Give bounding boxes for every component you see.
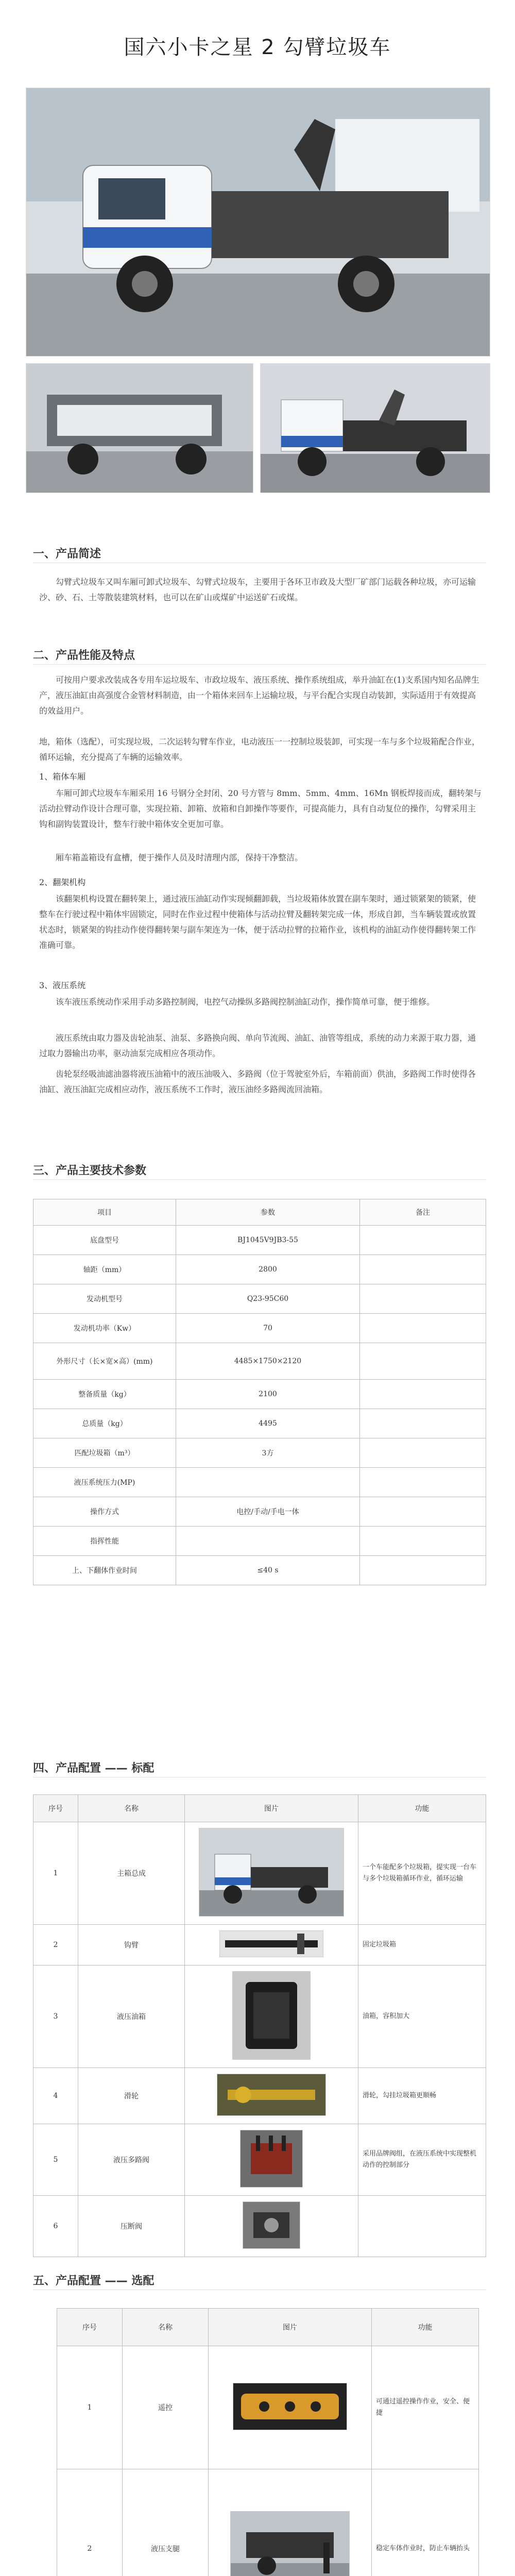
optional-config-table — [57, 2308, 479, 2576]
config-no: 2 — [33, 1925, 78, 1965]
config-name: 压断阀 — [78, 2196, 185, 2257]
truck-photo-rear — [26, 363, 253, 493]
table-row — [33, 1409, 486, 1438]
config-no: 3 — [33, 1965, 78, 2068]
spec-header-row — [33, 1199, 486, 1226]
hydraulic-tank-image — [232, 1971, 311, 2060]
config-function: 油箱，容积加大 — [358, 1965, 486, 2068]
config-name: 钩臂 — [78, 1925, 185, 1965]
spec-value: ≤40 s — [176, 1556, 360, 1585]
config-header: 功能 — [358, 1795, 486, 1822]
table-row — [33, 1314, 486, 1343]
spec-label: 匹配垃圾箱（m³） — [33, 1438, 176, 1468]
table-row — [57, 2346, 479, 2469]
feature-heading-body: 1、箱体车厢 — [39, 772, 86, 782]
spec-header: 参数 — [176, 1199, 360, 1226]
table-row — [33, 2124, 486, 2196]
config-name: 液压支腿 — [123, 2469, 209, 2576]
truck-photo-side — [260, 363, 490, 493]
config-no: 1 — [57, 2346, 123, 2469]
features-paragraph-2: 地，箱体（选配），可实现垃圾，二次运转勾臂车作业，电动液压一一控制垃圾装卸，可实现一车与多个垃圾箱配合作业，循环运输，充分提高了车辆的运输效率。 — [39, 737, 480, 762]
config-header-row — [33, 1795, 486, 1822]
table-row — [33, 1343, 486, 1380]
spec-note — [360, 1226, 486, 1255]
hydraulic-outrigger-image — [230, 2511, 350, 2576]
table-row — [33, 2196, 486, 2257]
page-title: 国六小卡之星 2 勾臂垃圾车 — [124, 36, 391, 59]
table-row — [33, 1527, 486, 1556]
intro-paragraph: 勾臂式垃圾车又叫车厢可卸式垃圾车、勾臂式垃圾车，主要用于各环卫市政及大型厂矿部门运载各种垃圾，亦可运输沙、砂、石、土等散装建筑材料，也可以在矿山或煤矿中运送矿石或煤。 — [39, 577, 476, 602]
pressure-valve-image — [243, 2201, 300, 2249]
spec-value: 4495 — [176, 1409, 360, 1438]
table-row — [33, 1226, 486, 1255]
feature-heading-hydraulic: 3、液压系统 — [39, 980, 86, 990]
spec-header: 备注 — [360, 1199, 486, 1226]
config-no: 4 — [33, 2068, 78, 2124]
spec-label: 操作方式 — [33, 1497, 176, 1527]
features-paragraph-8: 齿轮泵经吸油滤油器将液压油箱中的液压油吸入、多路阀（位于驾驶室外后，车箱前面）供油，多路阀工作时使得各油缸、液压油缸完成相应动作，液压系统不工作时，液压油经多路阀流回油箱。 — [39, 1069, 476, 1094]
config-function: 固定垃圾箱 — [358, 1925, 486, 1965]
section-title-standard-config: 四、产品配置 —— 标配 — [33, 1762, 154, 1775]
config-name: 液压多路阀 — [78, 2124, 185, 2196]
spec-note — [360, 1527, 486, 1556]
table-row — [33, 2068, 486, 2124]
config-function: 滑轮，勾挂垃圾箱更顺畅 — [358, 2068, 486, 2124]
features-paragraph-5: 该翻架机构设置在翻转架上，通过液压油缸动作实现倾翻卸载，当垃圾箱体放置在副车架时，通过锁紧架的锁紧，使整车在行驶过程中箱体牢固锁定，同时在作业过程中使箱体与活动拉臂及翻转架完成一体，形成自卸，当车辆装置或放置状态时，锁紧架的钩挂动作使得翻转架与副车架连为一体，便于活动拉臂的拉箱作业，该机构的油缸动作使得翻转架工作准确可靠。 — [39, 894, 476, 950]
table-row — [33, 1284, 486, 1314]
spec-table — [33, 1199, 486, 1585]
config-name: 遥控 — [123, 2346, 209, 2469]
config-header: 名称 — [123, 2309, 209, 2346]
features-paragraph-7: 液压系统由取力器及齿轮油泵、油泵、多路换向阀、单向节流阀、油缸、油管等组成，系统的动力来源于取力器，通过取力器输出功率，驱动油泵完成相应各项动作。 — [39, 1033, 476, 1058]
spec-label: 上、下翻体作业时间 — [33, 1556, 176, 1585]
config-function: 采用品牌阀组，在液压系统中实现整机动作的控制部分 — [358, 2124, 486, 2196]
table-row — [33, 1925, 486, 1965]
spec-value: 2100 — [176, 1380, 360, 1409]
spec-note — [360, 1468, 486, 1497]
table-row — [33, 1822, 486, 1925]
table-row — [33, 1468, 486, 1497]
table-row — [33, 1438, 486, 1468]
config-name: 液压油箱 — [78, 1965, 185, 2068]
spec-value — [176, 1468, 360, 1497]
spec-note — [360, 1497, 486, 1527]
spec-note — [360, 1556, 486, 1585]
table-row — [57, 2469, 479, 2576]
config-no: 1 — [33, 1822, 78, 1925]
spec-label: 液压系统压力(MP) — [33, 1468, 176, 1497]
spec-label: 发动机功率（Kw） — [33, 1314, 176, 1343]
table-row — [33, 1380, 486, 1409]
section-title-overview: 一、产品简述 — [33, 548, 101, 561]
multi-way-valve-image — [240, 2130, 303, 2188]
features-paragraph-3: 车厢可卸式垃圾车车厢采用 16 号钢分全封闭、20 号方管与 8mm、5mm、4mm、16Mn 钢板焊接而成，翻转架与活动拉臂动作设计合理可靠，实现拉箱、卸箱、放箱和自卸操作等要作，可提高能力，具有自动复位的操作，勾臂采用主钩和副钩装置设计，整车行驶中箱体安全更加可靠。 — [39, 788, 482, 829]
features-paragraph-6: 该车液压系统动作采用手动多路控制阀，电控气动操纵多路阀控制油缸动作，操作简单可靠，便于维修。 — [56, 997, 435, 1007]
spec-value: BJ1045V9JB3-55 — [176, 1226, 360, 1255]
spec-value: 2800 — [176, 1255, 360, 1284]
pulley-image — [217, 2074, 326, 2116]
config-function — [358, 2196, 486, 2257]
table-row — [33, 1497, 486, 1527]
spec-label: 轴距（mm） — [33, 1255, 176, 1284]
spec-value: 4485×1750×2120 — [176, 1343, 360, 1380]
table-row — [33, 1965, 486, 2068]
spec-value: 3方 — [176, 1438, 360, 1468]
config-image-cell — [185, 2124, 358, 2196]
config-header: 名称 — [78, 1795, 185, 1822]
spec-header: 项目 — [33, 1199, 176, 1226]
spec-label: 外形尺寸（长×宽×高）(mm) — [33, 1343, 176, 1380]
spec-value — [176, 1527, 360, 1556]
truck-body-image — [199, 1828, 344, 1917]
config-name: 主箱总成 — [78, 1822, 185, 1925]
spec-label: 总质量（kg） — [33, 1409, 176, 1438]
config-image-cell — [209, 2346, 372, 2469]
spec-note — [360, 1314, 486, 1343]
spec-label: 发动机型号 — [33, 1284, 176, 1314]
config-header-row — [57, 2309, 479, 2346]
section-title-optional-config: 五、产品配置 —— 选配 — [33, 2275, 154, 2287]
config-image-cell — [209, 2469, 372, 2576]
table-row — [33, 1255, 486, 1284]
config-header: 功能 — [372, 2309, 479, 2346]
spec-note — [360, 1380, 486, 1409]
config-no: 6 — [33, 2196, 78, 2257]
hero-truck-photo — [26, 88, 490, 357]
config-header: 序号 — [33, 1795, 78, 1822]
features-paragraph-4: 厢车箱盖箱设有盒槽，便于操作人员及时清理内部，保持干净整洁。 — [56, 853, 303, 862]
remote-control-image — [233, 2383, 347, 2430]
features-paragraph-1: 可按用户要求改装成各专用车运垃圾车、市政垃圾车、液压系统、操作系统组成，举升油缸在(1)支系国内知名品牌生产，液压油缸由高强度合金管材料制造，由一个箱体来回车上运输垃圾，与平台配合实现自动装卸，实际适用于有效提高的效益用户。 — [39, 675, 479, 716]
config-function: 可通过遥控操作作业，安全、便捷 — [372, 2346, 479, 2469]
spec-value: Q23-95C60 — [176, 1284, 360, 1314]
section-title-features: 二、产品性能及特点 — [33, 649, 135, 662]
config-header: 序号 — [57, 2309, 123, 2346]
config-no: 5 — [33, 2124, 78, 2196]
config-image-cell — [185, 2196, 358, 2257]
spec-label: 指挥性能 — [33, 1527, 176, 1556]
section-title-specs: 三、产品主要技术参数 — [33, 1164, 147, 1177]
spec-note — [360, 1255, 486, 1284]
config-function: 稳定车体作业时，防止车辆抬头 — [372, 2469, 479, 2576]
spec-note — [360, 1409, 486, 1438]
spec-note — [360, 1343, 486, 1380]
hook-arm-image — [219, 1930, 323, 1957]
spec-label: 底盘型号 — [33, 1226, 176, 1255]
config-no: 2 — [57, 2469, 123, 2576]
spec-value: 电控/手动/手电一体 — [176, 1497, 360, 1527]
config-image-cell — [185, 1822, 358, 1925]
divider — [33, 1179, 486, 1180]
config-name: 滑轮 — [78, 2068, 185, 2124]
spec-note — [360, 1284, 486, 1314]
spec-note — [360, 1438, 486, 1468]
config-function: 一个车能配多个垃圾箱，提实现一台车与多个垃圾箱循环作业，循环运输 — [358, 1822, 486, 1925]
config-image-cell — [185, 1925, 358, 1965]
spec-value: 70 — [176, 1314, 360, 1343]
config-image-cell — [185, 2068, 358, 2124]
divider — [33, 664, 486, 665]
spec-label: 整备质量（kg） — [33, 1380, 176, 1409]
config-header: 图片 — [185, 1795, 358, 1822]
feature-heading-lock: 2、翻架机构 — [39, 877, 86, 887]
table-row — [33, 1556, 486, 1585]
standard-config-table — [33, 1794, 486, 2257]
config-image-cell — [185, 1965, 358, 2068]
config-header: 图片 — [209, 2309, 372, 2346]
